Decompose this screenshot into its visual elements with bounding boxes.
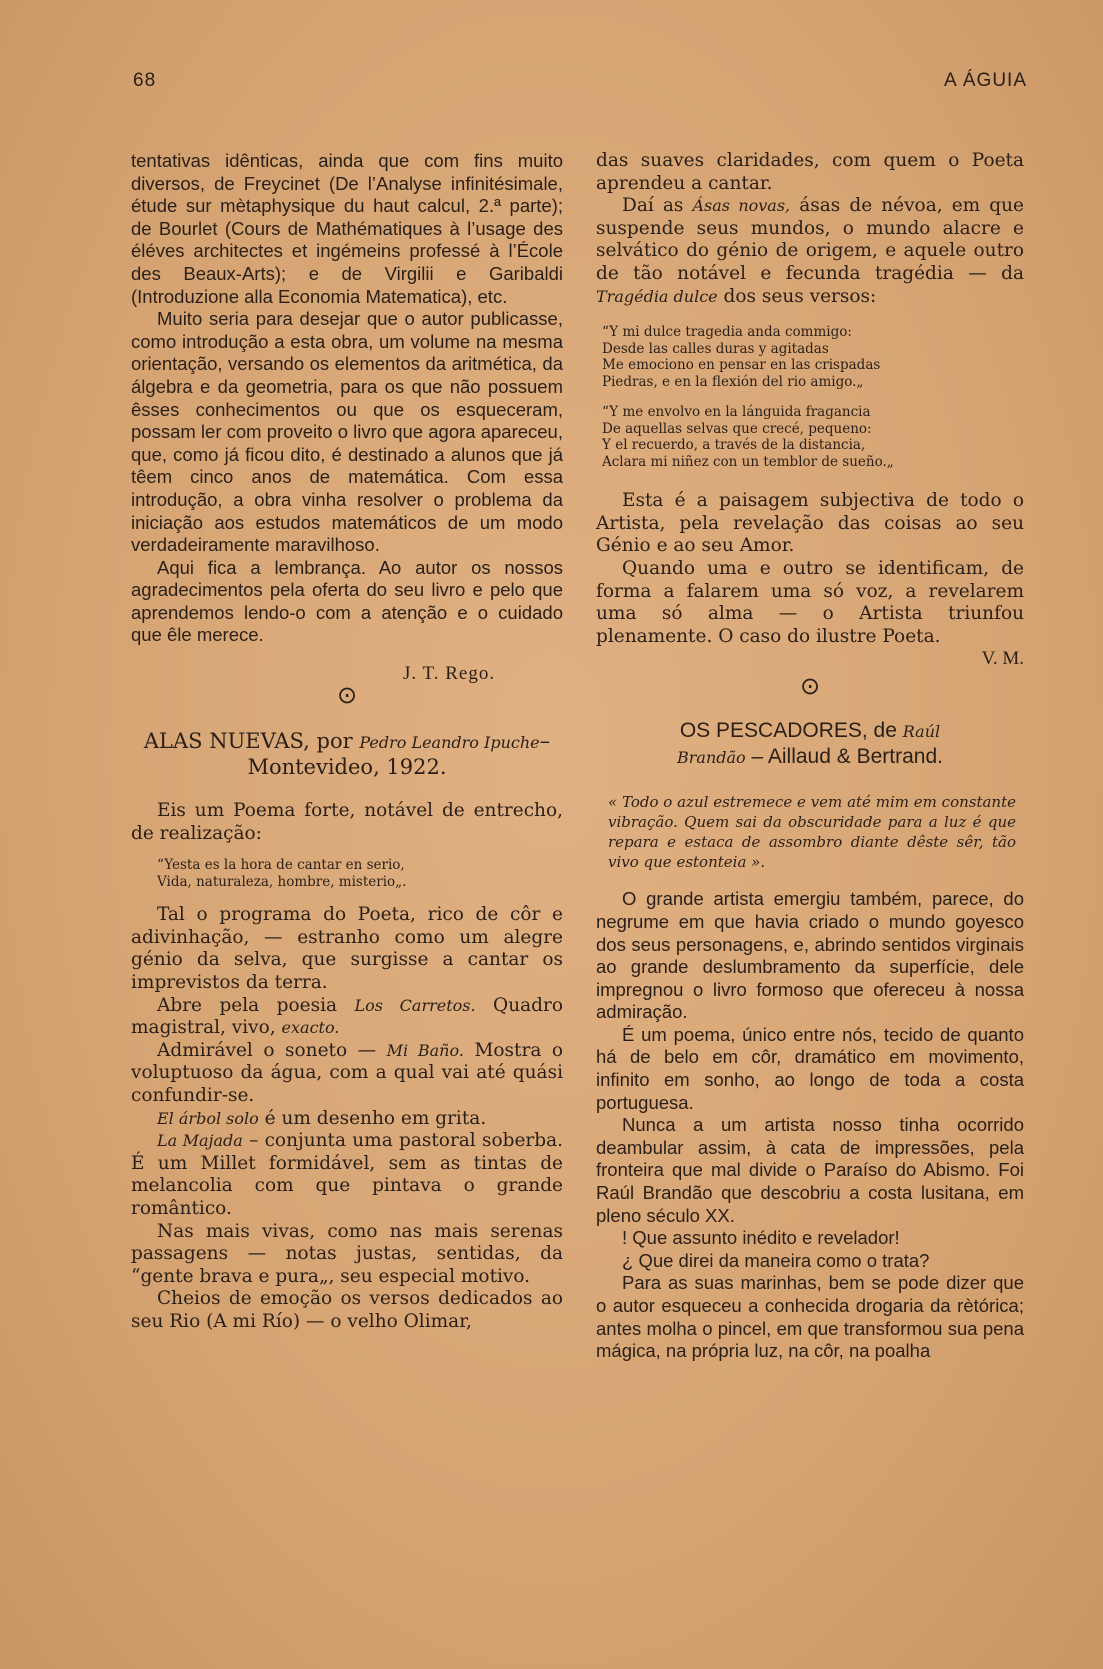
review-publication: – Montevideo, 1922. [247,729,551,780]
paragraph: Eis um Poema forte, notável de entrecho, de realização: [131,800,563,844]
poem-quote [596,324,1024,390]
poem-line: “Y me envolvo en la lánguida fragancia [602,404,871,421]
paragraph: O grande artista emergiu também, parece, do negrume em que havia criado o mundo goyesco dos seus personagens, e, abrindo sentidos virginais ao grande deslumbramento da superfície, dele impregnou o livro formoso que ofereceu à nossa admiração. [596,888,1024,1023]
poem-line: “Yesta es la hora de cantar en serio, [157,857,405,874]
paragraph: ¿ Que direi da maneira como o trata? [622,1249,930,1271]
poem-line: Piedras, e en la flexión del rio amigo.„ [602,373,864,390]
poem-line: Y el recuerdo, a través de la distancia, [602,437,866,454]
paragraph: La Majada – conjunta uma pastoral soberba. É um Millet formidável, sem as tintas de melancolia com que pintava o grande romântico. [131,1130,563,1219]
poem-line: “Y mi dulce tragedia anda commigo: [602,324,852,341]
journal-title: A ÁGUIA [943,70,1027,91]
page-header [133,70,1027,100]
review-heading [596,718,1024,770]
paragraph: Para as suas marinhas, bem se pode dizer que o autor esqueceu a conhecida drogaria da rètórica; antes molha o pincel, em que transformou sua pena mágica, na própria luz, na côr, na poalha [596,1272,1024,1362]
paragraph: Quando uma e outro se identificam, de forma a falarem uma só voz, a revelarem uma só alma — o Artista triunfou plenamente. O caso do ilustre Poeta. [596,557,1024,647]
page-number: 68 [133,70,157,91]
review-author: Pedro Leandro Ipuche [359,733,540,753]
section-divider-icon: ⊙ [336,681,358,710]
review-title: OS PESCADORES, de [679,719,897,743]
paragraph: Aqui fica a lembrança. Ao autor os nossos agradecimentos pela oferta do seu livro e pelo que aprendemos lendo-o com a atenção e o cuidado que êle merece. [131,556,563,646]
paragraph: Admirável o soneto — Mi Baño. Mostra o voluptuoso da água, com a qual vai até quási confundir-se. [131,1039,564,1106]
paragraph: Esta é a paisagem subjectiva de todo o Artista, pela revelação das coisas ao seu Génio e ao seu Amor. [596,490,1024,557]
epigraph-quote: « Todo o azul estremece e vem até mim em constante vibração. Quem sai da obscuridade para a luz é que repara e estaca de assombro diante dêste sêr, tão vivo que estonteia ». [608,793,1016,872]
poem-line: Vida, naturaleza, hombre, misterio„. [157,873,407,890]
section-divider-icon: ⊙ [799,672,821,701]
signature: V. M. [981,648,1024,670]
poem-line: De aquellas selvas que crecé, pequeno: [602,420,872,437]
paragraph: Nunca a um artista nosso tinha ocorrido deambular assim, à cata de impressões, pela fronteira que mal divide o Paraíso do Abismo. Foi Raúl Brandão que descobriu a costa lusitana, em pleno século XX. [596,1114,1024,1226]
left-column [131,150,563,1334]
poem-quote [596,404,1024,470]
poem-line: Me emociono en pensar en las crispadas [602,357,881,374]
paragraph: Tal o programa do Poeta, rico de côr e adivinhação, — estranho como um alegre génio da selva, que surgisse a cantar os imprevistos da terra. [131,904,563,994]
paragraph: Muito seria para desejar que o autor publicasse, como introdução a esta obra, um volume na mesma orientação, versando os elementos da aritmética, da álgebra e da geometria, para os que não possuem êsses conhecimentos ou que os esqueceram, possam ler com proveito o livro que agora apareceu, que, como já ficou dito, é destinado a alunos que já têem cinco anos de matemática. Com essa introdução, a obra vinha resolver o problema da iniciação aos estudos matemáticos de um modo verdadeiramente maravilhoso. [131,308,563,556]
review-title: ALAS NUEVAS, por [143,729,353,754]
signature: J. T. Rego. [403,663,496,685]
paragraph: ! Que assunto inédito e revelador! [622,1227,900,1249]
right-column [596,150,1024,1363]
review-author: Raúl [902,722,941,742]
poem-line: Aclara mi niñez con un temblor de sueño.„ [602,453,894,470]
poem-quote [151,857,563,890]
review-publication: – Aillaud & Bertrand. [745,745,943,769]
paragraph: Abre pela poesia Los Carretos. Quadro magistral, vivo, exacto. [131,994,563,1039]
paragraph: Cheios de emoção os versos dedicados ao seu Rio (A mi Río) — o velho Olimar, [131,1288,563,1332]
paragraph: Daí as Ásas novas, ásas de névoa, em que suspende seus mundos, o mundo alacre e selvático do génio de origem, e aquele outro de tão notável e fecunda tragédia — da Tragédia dulce dos seus versos: [596,195,1024,307]
paragraph: Nas mais vivas, como nas mais serenas passagens — notas justas, sentidas, da “gente brava e pura„, seu especial motivo. [131,1220,563,1287]
review-heading [131,729,563,780]
paragraph: tentativas idênticas, ainda que com fins muito diversos, de Freycinet (De l’Analyse infinitésimale, étude sur mètaphysique du haut calcul, 2.ª parte); de Bourlet (Cours de Mathématiques à l’usage des éléves architectes et ingémeins professé à l’École des Beaux-Arts); e de Virgilii e Garibaldi (Introduzione alla Economia Matematica), etc. [131,150,563,307]
paragraph: El árbol solo é um desenho em grita. [157,1107,487,1129]
review-author: Brandão [677,748,746,768]
paragraph: das suaves claridades, com quem o Poeta aprendeu a cantar. [596,150,1024,194]
poem-line: Desde las calles duras y agitadas [602,340,829,357]
paragraph: É um poema, único entre nós, tecido de quanto há de belo em côr, dramático em movimento, infinito em sonho, ao longo de toda a costa portuguesa. [596,1023,1024,1113]
